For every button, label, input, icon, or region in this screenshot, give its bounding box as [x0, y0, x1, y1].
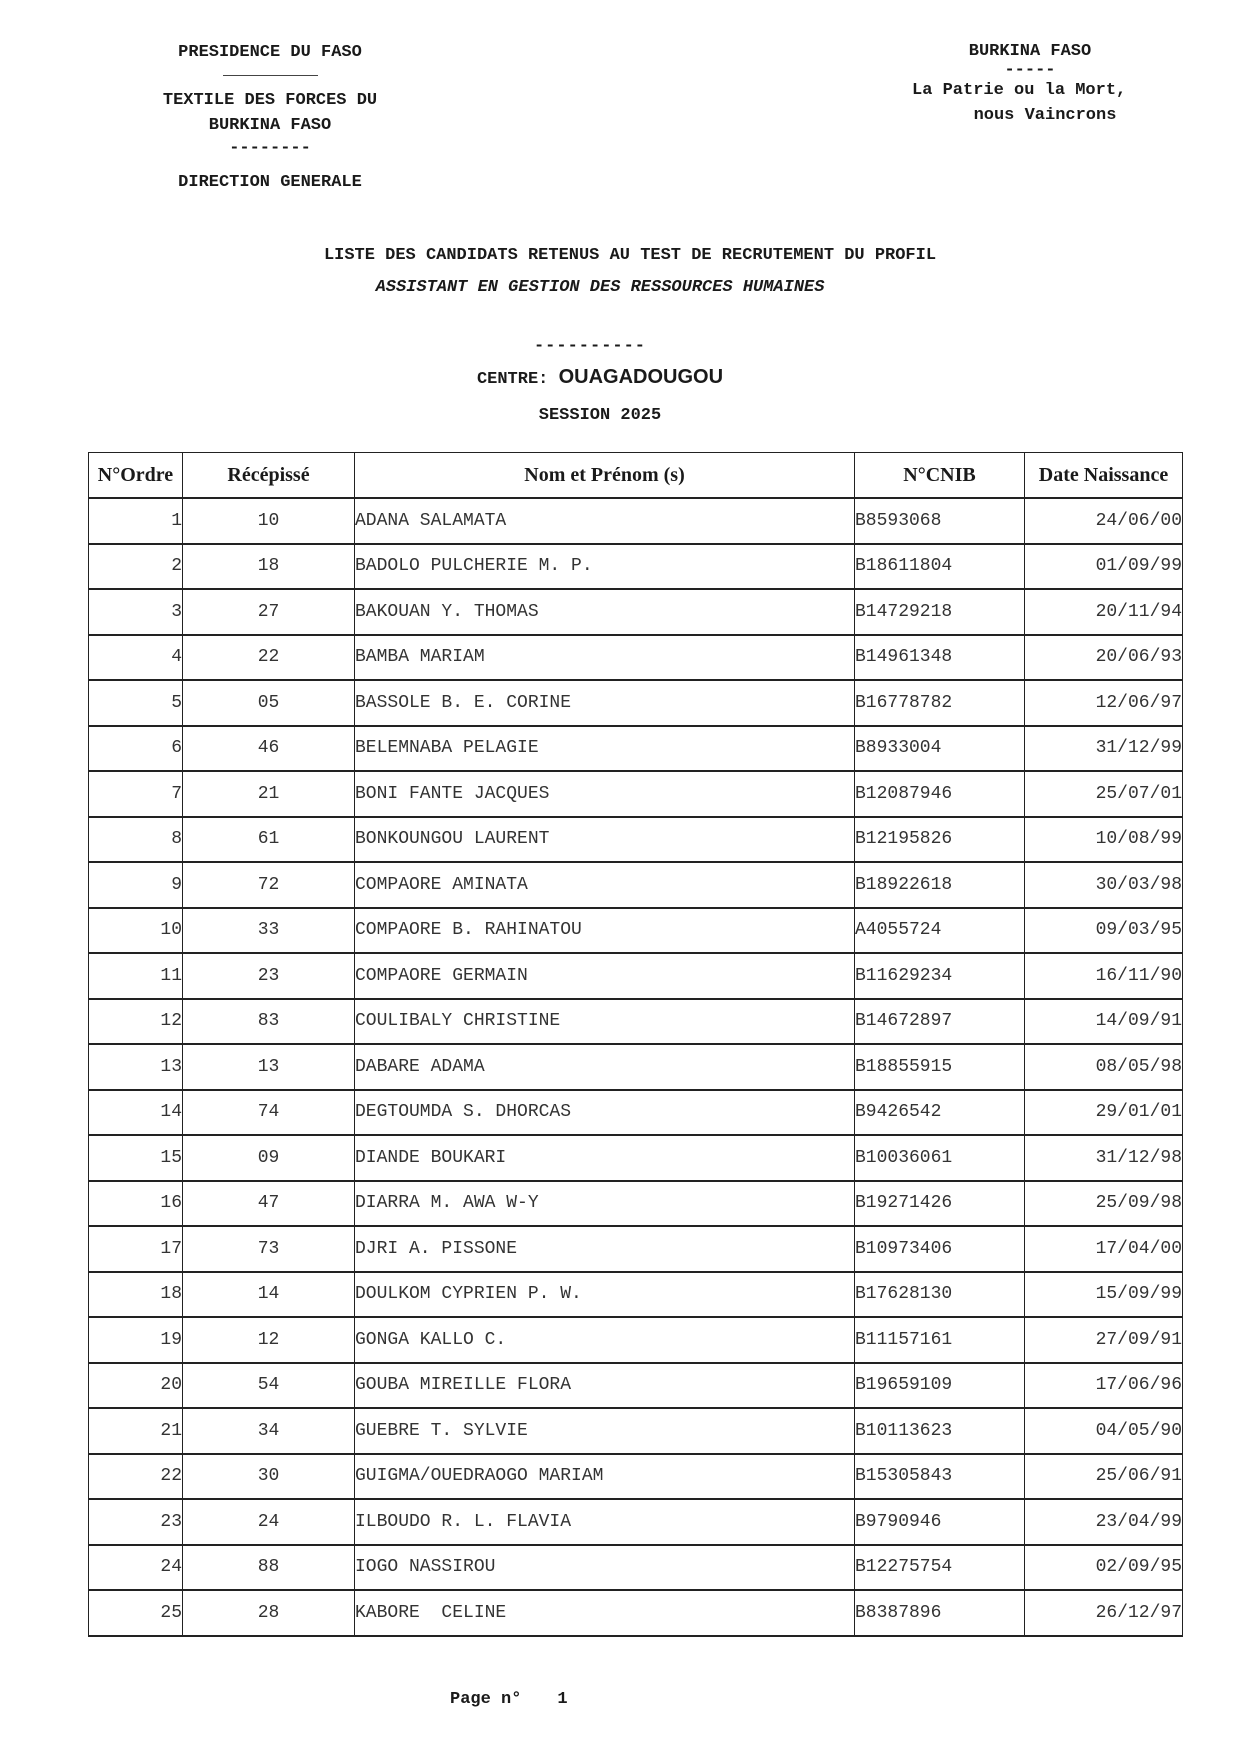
table-row — [89, 1454, 1183, 1500]
table-row — [89, 999, 1183, 1045]
cell-nom: ILBOUDO R. L. FLAVIA — [355, 1499, 855, 1545]
cell-ordre: 3 — [89, 589, 183, 635]
cell-ordre: 8 — [89, 817, 183, 863]
cell-nom: ADANA SALAMATA — [355, 498, 855, 544]
cell-recepisse: 21 — [183, 771, 355, 817]
table-row — [89, 817, 1183, 863]
cell-nom: DIANDE BOUKARI — [355, 1135, 855, 1181]
cell-date-naissance: 09/03/95 — [1025, 908, 1183, 954]
cell-nom: GOUBA MIREILLE FLORA — [355, 1363, 855, 1409]
cell-date-naissance: 26/12/97 — [1025, 1590, 1183, 1636]
cell-recepisse: 22 — [183, 635, 355, 681]
cell-recepisse: 46 — [183, 726, 355, 772]
cell-date-naissance: 20/11/94 — [1025, 589, 1183, 635]
table-row — [89, 771, 1183, 817]
cell-recepisse: 47 — [183, 1181, 355, 1227]
cell-ordre: 1 — [89, 498, 183, 544]
header-rule — [223, 75, 318, 76]
cell-cnib: B14729218 — [855, 589, 1025, 635]
cell-recepisse: 05 — [183, 680, 355, 726]
table-row — [89, 1226, 1183, 1272]
cell-recepisse: 61 — [183, 817, 355, 863]
cell-ordre: 19 — [89, 1317, 183, 1363]
cell-date-naissance: 25/09/98 — [1025, 1181, 1183, 1227]
table-row — [89, 1499, 1183, 1545]
table-header-row — [89, 453, 1183, 499]
cell-cnib: B18855915 — [855, 1044, 1025, 1090]
table-row — [89, 1272, 1183, 1318]
cell-recepisse: 10 — [183, 498, 355, 544]
cell-recepisse: 14 — [183, 1272, 355, 1318]
cell-cnib: B9426542 — [855, 1090, 1025, 1136]
header-direction: DIRECTION GENERALE — [178, 173, 362, 192]
cell-cnib: B18922618 — [855, 862, 1025, 908]
cell-date-naissance: 12/06/97 — [1025, 680, 1183, 726]
cell-nom: BONI FANTE JACQUES — [355, 771, 855, 817]
cell-cnib: B15305843 — [855, 1454, 1025, 1500]
table-row — [89, 908, 1183, 954]
cell-cnib: B12275754 — [855, 1545, 1025, 1591]
cell-date-naissance: 08/05/98 — [1025, 1044, 1183, 1090]
cell-cnib: B14961348 — [855, 635, 1025, 681]
title-separator: ---------- — [533, 337, 647, 356]
header-separator: -------- — [229, 139, 311, 158]
cell-recepisse: 13 — [183, 1044, 355, 1090]
cell-nom: BAKOUAN Y. THOMAS — [355, 589, 855, 635]
cell-cnib: A4055724 — [855, 908, 1025, 954]
cell-recepisse: 54 — [183, 1363, 355, 1409]
cell-ordre: 21 — [89, 1408, 183, 1454]
cell-cnib: B12087946 — [855, 771, 1025, 817]
cell-cnib: B18611804 — [855, 544, 1025, 590]
cell-recepisse: 23 — [183, 953, 355, 999]
cell-nom: DABARE ADAMA — [355, 1044, 855, 1090]
cell-ordre: 9 — [89, 862, 183, 908]
cell-ordre: 25 — [89, 1590, 183, 1636]
cell-nom: IOGO NASSIROU — [355, 1545, 855, 1591]
cell-cnib: B19271426 — [855, 1181, 1025, 1227]
header-right — [912, 40, 1210, 128]
header-organization-country: BURKINA FASO — [208, 116, 332, 135]
table-row — [89, 544, 1183, 590]
cell-nom: DIARRA M. AWA W-Y — [355, 1181, 855, 1227]
cell-date-naissance: 27/09/91 — [1025, 1317, 1183, 1363]
table-row — [89, 498, 1183, 544]
cell-recepisse: 34 — [183, 1408, 355, 1454]
cell-ordre: 22 — [89, 1454, 183, 1500]
cell-nom: COMPAORE AMINATA — [355, 862, 855, 908]
header-country: BURKINA FASO — [968, 42, 1092, 61]
cell-ordre: 17 — [89, 1226, 183, 1272]
cell-ordre: 15 — [89, 1135, 183, 1181]
cell-cnib: B9790946 — [855, 1499, 1025, 1545]
table-row — [89, 1044, 1183, 1090]
header-organization: TEXTILE DES FORCES DU — [162, 91, 378, 110]
cell-ordre: 23 — [89, 1499, 183, 1545]
cell-cnib: B12195826 — [855, 817, 1025, 863]
cell-nom: DEGTOUMDA S. DHORCAS — [355, 1090, 855, 1136]
cell-recepisse: 30 — [183, 1454, 355, 1500]
cell-nom: BELEMNABA PELAGIE — [355, 726, 855, 772]
cell-ordre: 6 — [89, 726, 183, 772]
cell-nom: GONGA KALLO C. — [355, 1317, 855, 1363]
cell-nom: BASSOLE B. E. CORINE — [355, 680, 855, 726]
cell-ordre: 2 — [89, 544, 183, 590]
cell-date-naissance: 17/06/96 — [1025, 1363, 1183, 1409]
table-row — [89, 1545, 1183, 1591]
centre-value: OUAGADOUGOU — [558, 366, 724, 388]
cell-recepisse: 88 — [183, 1545, 355, 1591]
cell-ordre: 7 — [89, 771, 183, 817]
header-motto-line2: nous Vaincrons — [973, 106, 1117, 125]
cell-ordre: 5 — [89, 680, 183, 726]
cell-date-naissance: 16/11/90 — [1025, 953, 1183, 999]
cell-nom: DJRI A. PISSONE — [355, 1226, 855, 1272]
cell-date-naissance: 01/09/99 — [1025, 544, 1183, 590]
cell-date-naissance: 02/09/95 — [1025, 1545, 1183, 1591]
cell-recepisse: 33 — [183, 908, 355, 954]
cell-recepisse: 12 — [183, 1317, 355, 1363]
page-number-footer — [450, 1690, 568, 1709]
cell-nom: BONKOUNGOU LAURENT — [355, 817, 855, 863]
table-row — [89, 589, 1183, 635]
candidates-table — [88, 452, 1183, 1637]
table-row — [89, 635, 1183, 681]
cell-recepisse: 83 — [183, 999, 355, 1045]
cell-ordre: 16 — [89, 1181, 183, 1227]
cell-cnib: B11629234 — [855, 953, 1025, 999]
column-header-date: Date Naissance — [1025, 453, 1183, 499]
cell-cnib: B8593068 — [855, 498, 1025, 544]
column-header-recepisse: Récépissé — [183, 453, 355, 499]
cell-ordre: 13 — [89, 1044, 183, 1090]
cell-date-naissance: 29/01/01 — [1025, 1090, 1183, 1136]
cell-date-naissance: 25/06/91 — [1025, 1454, 1183, 1500]
cell-date-naissance: 31/12/98 — [1025, 1135, 1183, 1181]
cell-cnib: B19659109 — [855, 1363, 1025, 1409]
cell-date-naissance: 14/09/91 — [1025, 999, 1183, 1045]
header-presidence: PRESIDENCE DU FASO — [178, 43, 362, 62]
cell-nom: GUEBRE T. SYLVIE — [355, 1408, 855, 1454]
cell-cnib: B10113623 — [855, 1408, 1025, 1454]
cell-ordre: 24 — [89, 1545, 183, 1591]
cell-cnib: B10973406 — [855, 1226, 1025, 1272]
table-row — [89, 726, 1183, 772]
cell-nom: COMPAORE GERMAIN — [355, 953, 855, 999]
cell-cnib: B10036061 — [855, 1135, 1025, 1181]
centre-line — [0, 366, 1220, 389]
cell-date-naissance: 04/05/90 — [1025, 1408, 1183, 1454]
table-row — [89, 1090, 1183, 1136]
cell-cnib: B8933004 — [855, 726, 1025, 772]
cell-ordre: 10 — [89, 908, 183, 954]
table-row — [89, 680, 1183, 726]
cell-ordre: 12 — [89, 999, 183, 1045]
cell-cnib: B16778782 — [855, 680, 1025, 726]
table-row — [89, 1181, 1183, 1227]
table-row — [89, 1590, 1183, 1636]
cell-recepisse: 28 — [183, 1590, 355, 1636]
header-country-separator: ----- — [1004, 61, 1056, 80]
header-motto-line1: La Patrie ou la Mort, — [912, 81, 1127, 100]
cell-ordre: 11 — [89, 953, 183, 999]
cell-recepisse: 24 — [183, 1499, 355, 1545]
column-header-cnib: N°CNIB — [855, 453, 1025, 499]
document-subtitle-profile: ASSISTANT EN GESTION DES RESSOURCES HUMAINES — [375, 278, 825, 297]
cell-ordre: 4 — [89, 635, 183, 681]
cell-recepisse: 09 — [183, 1135, 355, 1181]
cell-recepisse: 73 — [183, 1226, 355, 1272]
cell-nom: BAMBA MARIAM — [355, 635, 855, 681]
column-header-nom: Nom et Prénom (s) — [355, 453, 855, 499]
table-row — [89, 953, 1183, 999]
centre-label: CENTRE: — [476, 370, 549, 389]
cell-cnib: B17628130 — [855, 1272, 1025, 1318]
table-row — [89, 1408, 1183, 1454]
cell-ordre: 20 — [89, 1363, 183, 1409]
document-title: LISTE DES CANDIDATS RETENUS AU TEST DE RECRUTEMENT DU PROFIL — [323, 246, 937, 265]
cell-date-naissance: 23/04/99 — [1025, 1499, 1183, 1545]
column-header-ordre: N°Ordre — [89, 453, 183, 499]
cell-ordre: 14 — [89, 1090, 183, 1136]
cell-recepisse: 74 — [183, 1090, 355, 1136]
page-number: 1 — [557, 1690, 568, 1709]
table-row — [89, 1135, 1183, 1181]
cell-nom: GUIGMA/OUEDRAOGO MARIAM — [355, 1454, 855, 1500]
table-row — [89, 1317, 1183, 1363]
cell-nom: KABORE CELINE — [355, 1590, 855, 1636]
session-label: SESSION 2025 — [538, 406, 662, 425]
table-row — [89, 1363, 1183, 1409]
cell-recepisse: 27 — [183, 589, 355, 635]
cell-date-naissance: 10/08/99 — [1025, 817, 1183, 863]
cell-date-naissance: 15/09/99 — [1025, 1272, 1183, 1318]
cell-nom: COULIBALY CHRISTINE — [355, 999, 855, 1045]
cell-date-naissance: 30/03/98 — [1025, 862, 1183, 908]
cell-cnib: B8387896 — [855, 1590, 1025, 1636]
cell-nom: DOULKOM CYPRIEN P. W. — [355, 1272, 855, 1318]
cell-recepisse: 72 — [183, 862, 355, 908]
cell-date-naissance: 20/06/93 — [1025, 635, 1183, 681]
cell-ordre: 18 — [89, 1272, 183, 1318]
header-left — [120, 40, 420, 195]
cell-date-naissance: 31/12/99 — [1025, 726, 1183, 772]
cell-recepisse: 18 — [183, 544, 355, 590]
page-label: Page n° — [450, 1690, 522, 1709]
cell-nom: COMPAORE B. RAHINATOU — [355, 908, 855, 954]
cell-cnib: B11157161 — [855, 1317, 1025, 1363]
cell-date-naissance: 17/04/00 — [1025, 1226, 1183, 1272]
table-row — [89, 862, 1183, 908]
cell-date-naissance: 24/06/00 — [1025, 498, 1183, 544]
cell-nom: BADOLO PULCHERIE M. P. — [355, 544, 855, 590]
cell-date-naissance: 25/07/01 — [1025, 771, 1183, 817]
cell-cnib: B14672897 — [855, 999, 1025, 1045]
